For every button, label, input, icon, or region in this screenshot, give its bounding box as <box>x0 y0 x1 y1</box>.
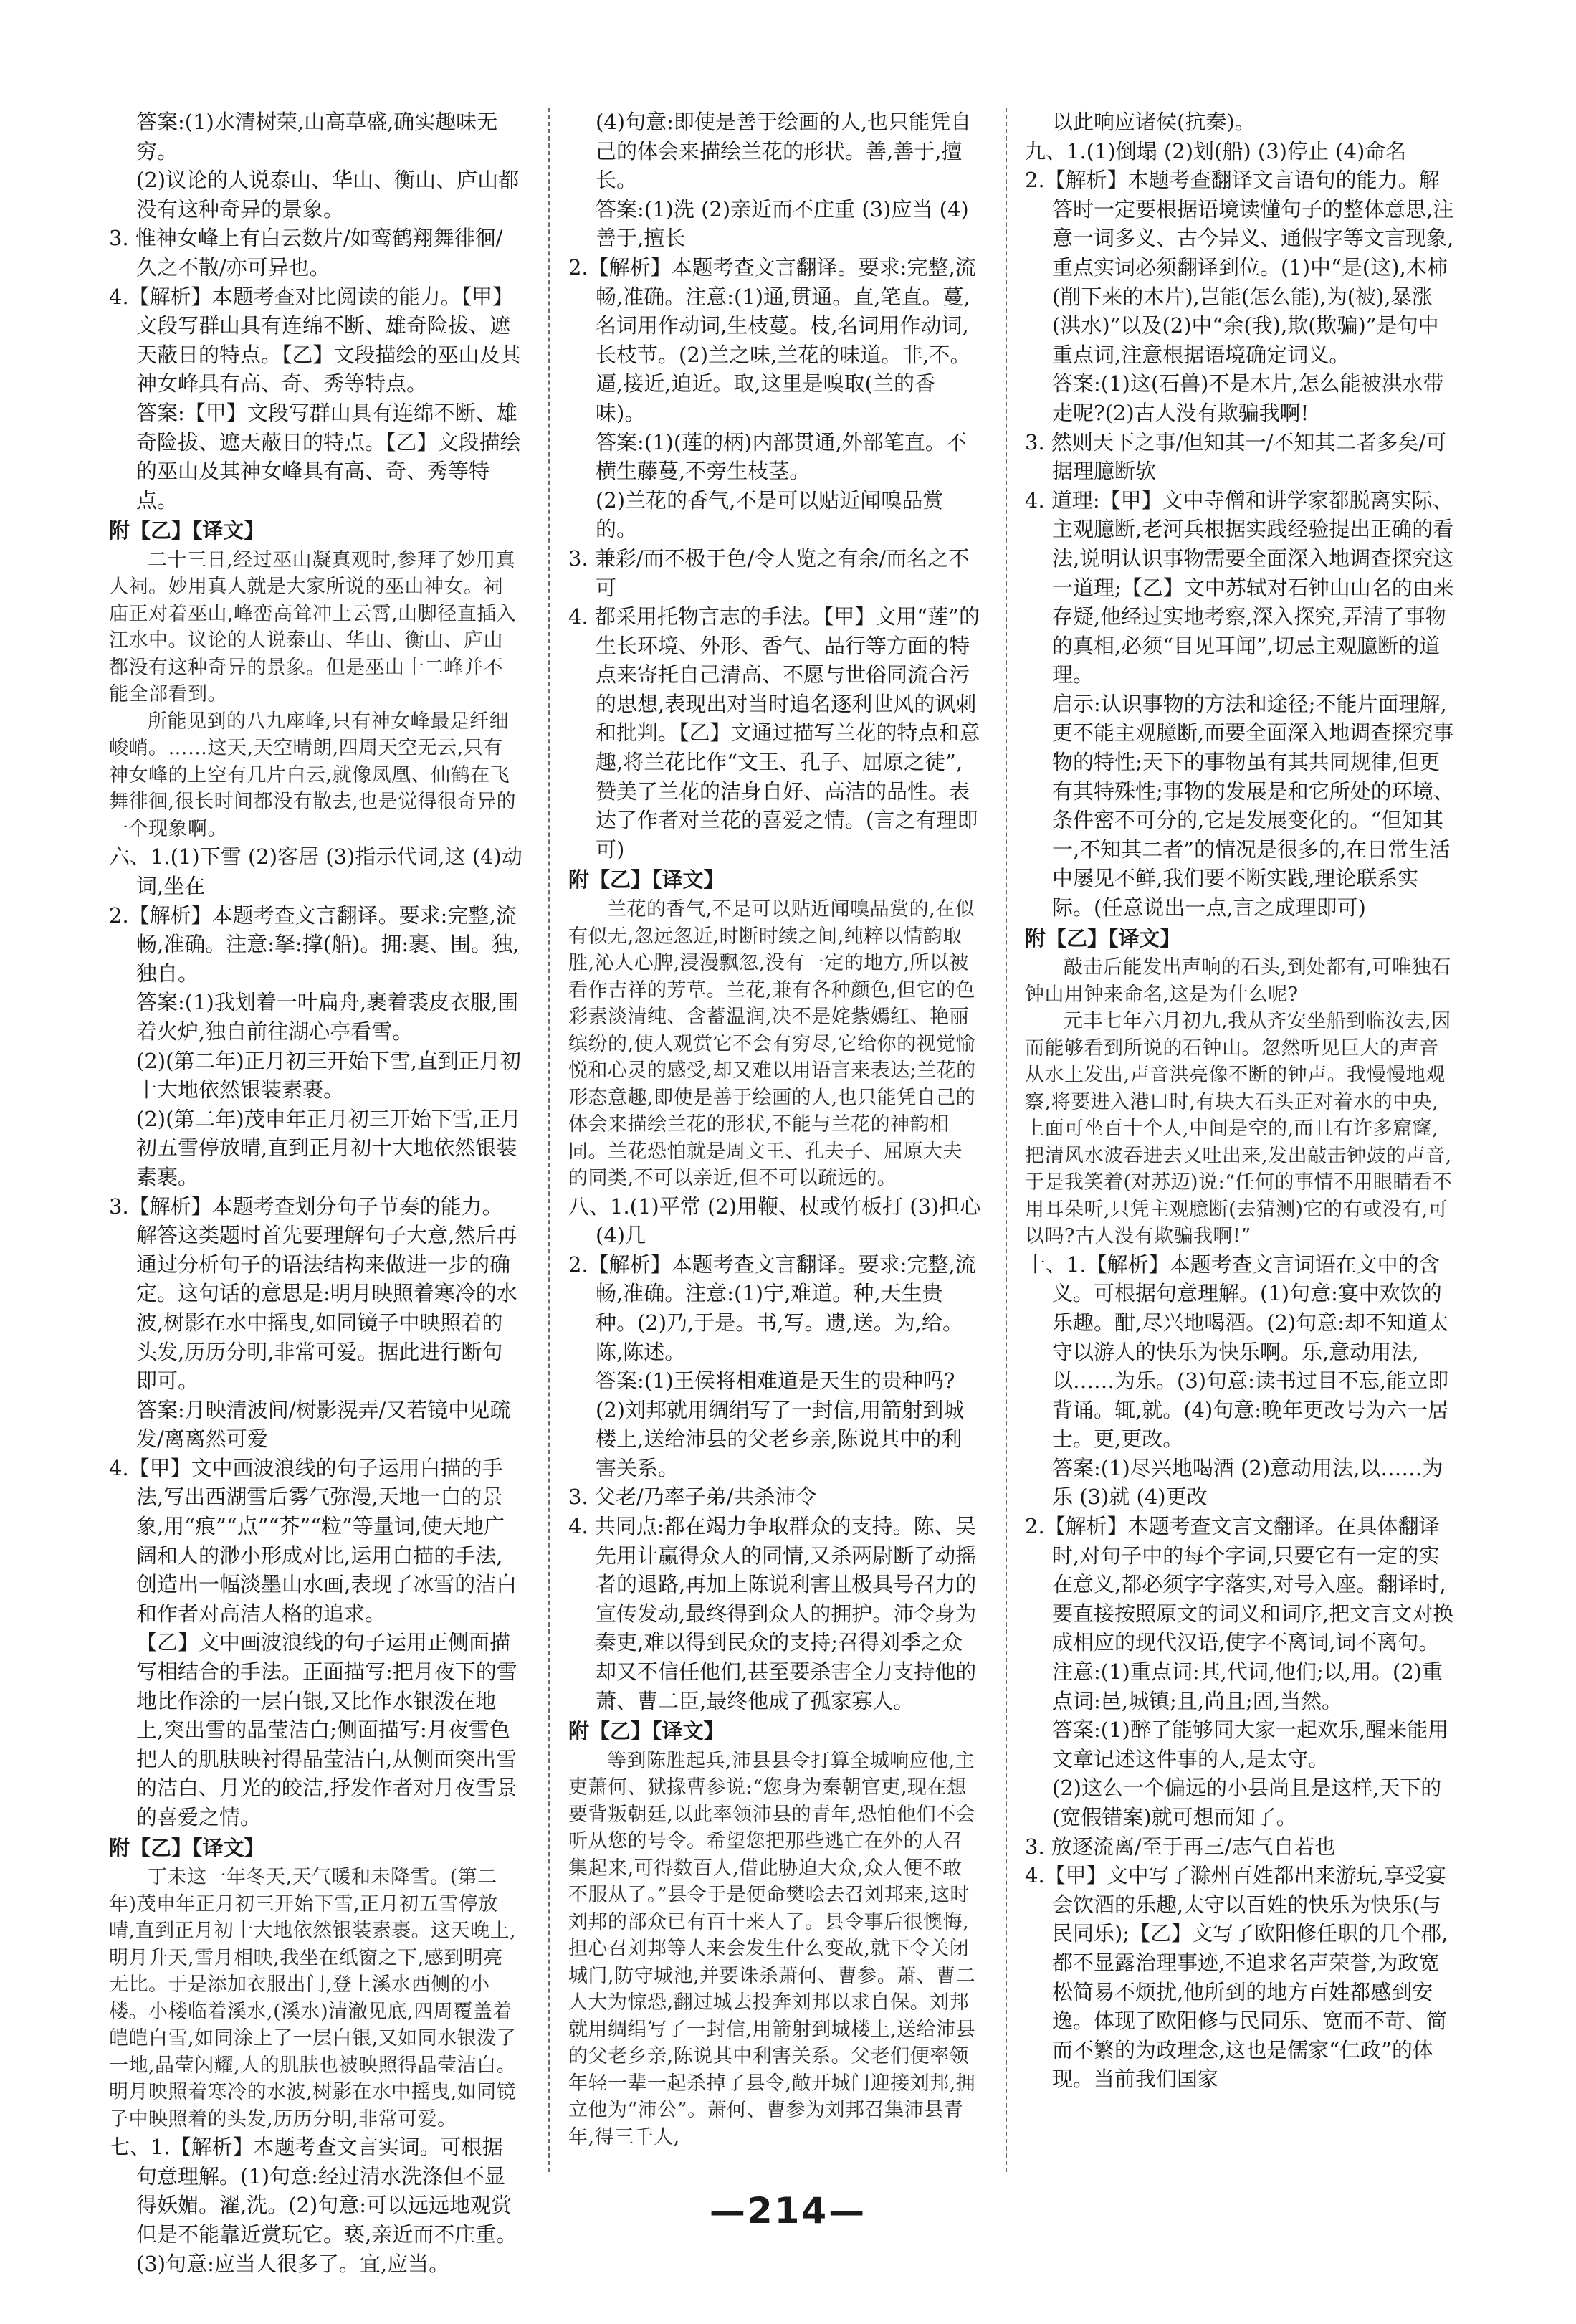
answer-text: (2)兰花的香气,不是可以贴近闻嗅品赏的。 <box>596 487 944 542</box>
translation-paragraph: 兰花的香气,不是可以贴近闻嗅品赏的,在似有似无,忽远忽近,时断时续之间,纯粹以情韵取胜,沁人心脾,浸漫飘忽,没有一定的地方,所以被看作吉祥的芳草。兰花,兼有各种颜色,但它的色彩素淡清纯、含蓄温润,决不是姹紫嫣红、艳丽缤纷的,使人观赏它不会有穷尽,它给你的视觉愉悦和心灵的感受,却又难以用语言来表达;兰花的形态意趣,即使是善于绘画的人,也只能凭自己的体会来描绘兰花的形状,不能与兰花的神韵相同。兰花恐怕就是周文王、孔夫子、屈原大夫的同类,不可以亲近,但不可以疏远的。 <box>568 898 976 1190</box>
answer-text: 答案:(1)王侯将相难道是天生的贵种吗? <box>596 1368 955 1394</box>
answer-text: (2)刘邦就用绸绢写了一封信,用箭射到城楼上,送给沛县的父老乡亲,陈说其中的利害关系。 <box>596 1397 965 1480</box>
question-item: 4.【甲】文中写了滁州百姓都出来游玩,享受宴会饮酒的乐趣,太守以百姓的快乐为快乐(与民同乐);【乙】文写了欧阳修任职的几个郡,都不显露治理事迹,不追求名声荣誉,为政宽松简易不烦扰,他所到的地方百姓都感到安逸。体现了欧阳修与民同乐、宽而不苛、简而不繁的为政理念,这也是儒家“仁政”的体现。当前我们国家 <box>1025 1863 1448 2092</box>
question-item: 4.【解析】本题考查对比阅读的能力。【甲】文段写群山具有连绵不断、雄奇险拔、遮天蔽日的特点。【乙】文段描绘的巫山及其神女峰具有高、奇、秀等特点。 <box>109 284 521 396</box>
translation-paragraph: 等到陈胜起兵,沛县县令打算全城响应他,主吏萧何、狱掾曹参说:“您身为秦朝官吏,现在想要背叛朝廷,以此率领沛县的青年,恐怕他们不会听从您的号令。希望您把那些逃亡在外的人召集起来,可得数百人,借此胁迫大众,众人便不敢不服从了。”县令于是便命樊哙去召刘邦来,这时刘邦的部众已有百十来人了。县令事后很懊悔,担心召刘邦等人来会发生什么变故,就下令关闭城门,防守城池,并要诛杀萧何、曹参。萧、曹二人大为惊恐,翻过城去投奔刘邦以求自保。刘邦就用绸绢写了一封信,用箭射到城楼上,送给沛县的父老乡亲,陈说其中利害关系。父老们便率领年轻一辈一起杀掉了县令,敞开城门迎接刘邦,拥立他为“沛公”。萧何、曹参为刘邦召集沛县青年,得三千人, <box>568 1749 976 2148</box>
answer-text: 答案:(1)这(石兽)不是木片,怎么能被洪水带走呢?(2)古人没有欺骗我啊! <box>1052 371 1444 425</box>
question-item: 4. 道理:【甲】文中寺僧和讲学家都脱离实际、主观臆断,老河兵根据实践经验提出正确的看法,说明认识事物需要全面深入地调查探究这一道理;【乙】文中苏轼对石钟山山名的由来存疑,他经过实地考察,深入探究,弄清了事物的真相,必须“目见耳闻”,切忌主观臆断的道理。 <box>1025 487 1454 687</box>
translation-heading: 附【乙】【译文】 <box>568 1719 725 1744</box>
answer-text: 答案:(1)洗 (2)亲近而不庄重 (3)应当 (4)善于,擅长 <box>596 196 969 251</box>
translation-paragraph: 丁未这一年冬天,天气暖和未降雪。(第二年)茂申年正月初三开始下雪,正月初五雪停放晴,直到正月初十大地依然银装素裹。这天晚上,明月升天,雪月相映,我坐在纸窗之下,感到明亮无比。于是添加衣服出门,登上溪水西侧的小楼。小楼临着溪水,(溪水)清澈见底,四周覆盖着皑皑白雪,如同涂上了一层白银,又如同水银泼了一地,晶莹闪耀,人的肌肤也被映照得晶莹洁白。明月映照着寒冷的水波,树影在水中摇曳,如同镜子中映照着的头发,历历分明,非常可爱。 <box>109 1866 517 2130</box>
question-item: 3. 然则天下之事/但知其一/不知其二者多矣/可据理臆断欤 <box>1025 429 1447 484</box>
answer-text: 答案:【甲】文段写群山具有连绵不断、雄奇险拔、遮天蔽日的特点。【乙】文段描绘的巫山及其神女峰具有高、奇、秀等特点。 <box>136 400 521 513</box>
answer-text: 启示:认识事物的方法和途径;不能片面理解,更不能主观臆断,而要全面深入地调查探究事物的特性;天下的事物虽有其共同规律,但更有其特殊性;事物的发展是和它所处的环境、条件密不可分的,它是发展变化的。“但知其一,不知其二者”的情况是很多的,在日常生活中屡见不鲜,我们要不断实践,理论联系实际。(任意说出一点,言之成理即可) <box>1052 691 1454 920</box>
answer-text: 【乙】文中画波浪线的句子运用正侧面描写相结合的手法。正面描写:把月夜下的雪地比作涂的一层白银,又比作水银泼在地上,突出雪的晶莹洁白;侧面描写:月夜雪色把人的肌肤映衬得晶莹洁白,从侧面突出雪的洁白、月光的皎洁,抒发作者对月夜雪景的喜爱之情。 <box>136 1630 517 1829</box>
text-column-left <box>109 108 523 2276</box>
question-item: 八、1.(1)平常 (2)用鞭、杖或竹板打 (3)担心 (4)几 <box>568 1194 981 1248</box>
page-number: —214— <box>709 2190 867 2232</box>
column-divider-right <box>1006 108 1007 2172</box>
question-item: 2.【解析】本题考查文言翻译。要求:完整,流畅,准确。注意:拏:撑(船)。拥:裹、围。独,独自。 <box>109 903 520 986</box>
translation-paragraph: 二十三日,经过巫山凝真观时,参拜了妙用真人祠。妙用真人就是大家所说的巫山神女。祠庙正对着巫山,峰峦高耸冲上云霄,山脚径直插入江水中。议论的人说泰山、华山、衡山、庐山都没有这种奇异的景象。但是巫山十二峰并不能全部看到。 <box>109 548 517 706</box>
question-item: 3. 放逐流离/至于再三/志气自若也 <box>1025 1834 1336 1859</box>
translation-paragraph: 敲击后能发出声响的石头,到处都有,可唯独石钟山用钟来命名,这是为什么呢? <box>1025 956 1451 1006</box>
question-item: 2.【解析】本题考查文言文翻译。在具体翻译时,对句子中的每个字词,只要它有一定的实在意义,都必须字字落实,对号入座。翻译时,要直接按照原文的词义和词序,把文言文对换成相应的现代汉语,使字不离词,词不离句。注意:(1)重点词:其,代词,他们;以,用。(2)重点词:邑,城镇;且,尚且;固,当然。 <box>1025 1514 1454 1713</box>
translation-heading: 附【乙】【译文】 <box>109 518 265 543</box>
answer-text: (4)句意:即使是善于绘画的人,也只能凭自己的体会来描绘兰花的形状。善,善于,擅长。 <box>596 110 972 193</box>
answer-text: (2)这么一个偏远的小县尚且是这样,天下的(宽假错案)就可想而知了。 <box>1052 1776 1442 1829</box>
question-item: 3.【解析】本题考查划分句子节奏的能力。解答这类题时首先要理解句子大意,然后再通过分析句子的语法结构来做进一步的确定。这句话的意思是:明月映照着寒冷的水波,树影在水中摇曳,如同镜子中映照着的头发,历历分明,非常可爱。据此进行断句即可。 <box>109 1194 517 1394</box>
question-item: 3. 父老/乃率子弟/共杀沛令 <box>568 1485 817 1510</box>
question-item: 2.【解析】本题考查文言翻译。要求:完整,流畅,准确。注意:(1)宁,难道。种,天生贵种。(2)乃,于是。书,写。遗,送。为,给。陈,陈述。 <box>568 1252 976 1364</box>
answer-text: (2)(第二年)茂申年正月初三开始下雪,正月初五雪停放晴,直到正月初十大地依然银装素裹。 <box>136 1106 521 1189</box>
question-item: 六、1.(1)下雪 (2)客居 (3)指示代词,这 (4)动词,坐在 <box>109 844 522 898</box>
question-item: 4. 都采用托物言志的手法。【甲】文用“莲”的生长环境、外形、香气、品行等方面的特点来寄托自己清高、不愿与世俗同流合污的思想,表现出对当时追名逐利世风的讽刺和批判。【乙】文通过描写兰花的特点和意趣,将兰花比作“文王、孔子、屈原之徒”,赞美了兰花的洁身自好、高洁的品性。表达了作者对兰花的喜爱之情。(言之有理即可) <box>568 604 980 862</box>
question-item: 4. 共同点:都在竭力争取群众的支持。陈、吴先用计赢得众人的同情,又杀两尉断了动摇者的退路,再加上陈说利害且极具号召力的宣传发动,最终得到众人的拥护。沛令身为秦吏,难以得到民众的支持;召得刘季之众却又不信任他们,甚至要杀害全力支持他的萧、曹二臣,最终他成了孤家寡人。 <box>568 1514 977 1713</box>
answer-text: 答案:(1)(莲的柄)内部贯通,外部笔直。不横生藤蔓,不旁生枝茎。 <box>596 429 967 484</box>
answer-text: 答案:(1)我划着一叶扁舟,裹着裘皮衣服,围着火炉,独自前往湖心亭看雪。 <box>136 990 519 1044</box>
answer-text: (2)议论的人说泰山、华山、衡山、庐山都没有这种奇异的景象。 <box>136 168 520 222</box>
text-column-right <box>1025 108 1455 2172</box>
answer-text: 以此响应诸侯(抗秦)。 <box>1052 110 1256 134</box>
answer-text: 答案:(1)醉了能够同大家一起欢乐,醒来能用文章记述这件事的人,是太守。 <box>1052 1718 1449 1771</box>
translation-heading: 附【乙】【译文】 <box>568 867 725 892</box>
answer-text: (2)(第二年)正月初三开始下雪,直到正月初十大地依然银装素裹。 <box>136 1048 521 1103</box>
translation-heading: 附【乙】【译文】 <box>109 1835 265 1860</box>
answer-text: 答案:(1)水清树荣,山高草盛,确实趣味无穷。 <box>136 110 498 163</box>
translation-heading: 附【乙】【译文】 <box>1025 925 1181 951</box>
question-item: 4.【甲】文中画波浪线的句子运用白描的手法,写出西湖雪后雾气弥漫,天地一白的景象,用“痕”“点”“芥”“粒”等量词,使天地广阔和人的渺小形成对比,运用白描的手法,创造出一幅淡墨山水画,表现了冰雪的洁白和作者对高洁人格的追求。 <box>109 1455 517 1626</box>
question-item: 3. 兼彩/而不极于色/令人览之有余/而名之不可 <box>568 546 970 600</box>
column-divider-left <box>548 108 550 2172</box>
question-item: 十、1.【解析】本题考查文言词语在文中的含义。可根据句意理解。(1)句意:宴中欢饮的乐趣。酣,尽兴地喝酒。(2)句意:却不知道太守以游人的快乐为快乐啊。乐,意动用法,以……为乐。(3)句意:读书过目不忘,能立即背诵。辄,就。(4)句意:晚年更改号为六一居士。更,更改。 <box>1025 1252 1449 1452</box>
question-item: 3. 惟神女峰上有白云数片/如鸾鹤翔舞徘徊/久之不散/亦可异也。 <box>109 226 503 280</box>
translation-paragraph: 所能见到的八九座峰,只有神女峰最是纤细峻峭。……这天,天空晴朗,四周天空无云,只有神女峰的上空有几片白云,就像凤凰、仙鹤在飞舞徘徊,很长时间都没有散去,也是觉得很奇异的一个现象啊。 <box>109 710 517 840</box>
question-item: 2.【解析】本题考查翻译文言语句的能力。解答时一定要根据语境读懂句子的整体意思,注意一词多义、古今异义、通假字等文言现象,重点实词必须翻译到位。(1)中“是(这),木柿(削下来的木片),岂能(怎么能),为(被),暴涨(洪水)”以及(2)中“余(我),欺(欺骗)”是句中重点词,注意根据语境确定词义。 <box>1025 168 1454 367</box>
question-item: 2.【解析】本题考查文言翻译。要求:完整,流畅,准确。注意:(1)通,贯通。直,笔直。蔓,名词用作动词,生枝蔓。枝,名词用作动词,长枝节。(2)兰之味,兰花的味道。非,不。逼,接近,迫近。取,这里是嗅取(兰的香味)。 <box>568 254 976 425</box>
answer-text: 答案:(1)尽兴地喝酒 (2)意动用法,以……为乐 (3)就 (4)更改 <box>1052 1455 1443 1510</box>
translation-paragraph: 元丰七年六月初九,我从齐安坐船到临汝去,因而能够看到所说的石钟山。忽然听见巨大的声音从水上发出,声音洪亮像不断的钟声。我慢慢地观察,将要进入港口时,有块大石头正对着水的中央,上面可坐百十个人,中间是空的,而且有许多窟窿,把清风水波吞进去又吐出来,发出敲击钟鼓的声音,于是我笑着(对苏迈)说:“任何的事情不用眼睛看不用耳朵听,只凭主观臆断(去猜测)它的有或没有,可以吗?古人没有欺骗我啊!” <box>1025 1010 1452 1248</box>
text-column-middle <box>568 108 983 2172</box>
question-item: 七、1.【解析】本题考查文言实词。可根据句意理解。(1)句意:经过清水洗涤但不显得妖媚。濯,洗。(2)句意:可以远远地观赏但是不能靠近赏玩它。亵,亲近而不庄重。(3)句意:应当人很多了。宜,应当。 <box>109 2135 517 2276</box>
question-item: 九、1.(1)倒塌 (2)划(船) (3)停止 (4)命名 <box>1025 138 1407 163</box>
answer-text: 答案:月映清波间/树影滉弄/又若镜中见疏发/离离然可爱 <box>136 1397 511 1452</box>
